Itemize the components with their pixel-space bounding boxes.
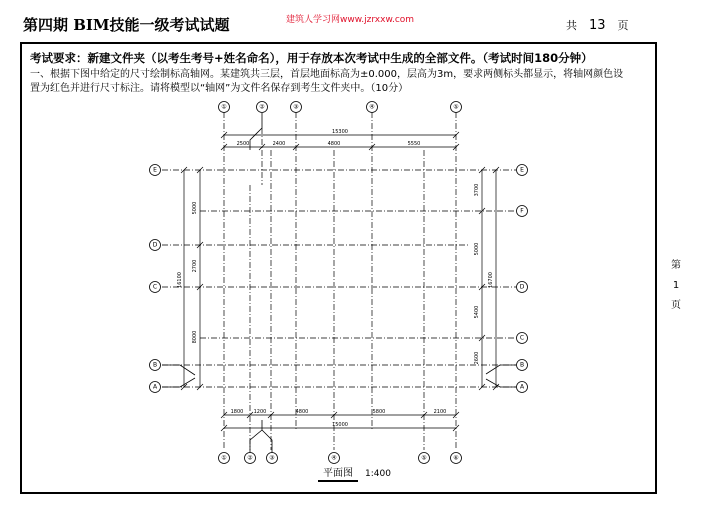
dim-text: 8000 [192, 330, 198, 344]
dim-text: 2400 [272, 141, 286, 147]
axis-label: A [152, 383, 158, 391]
axis-label: D [152, 241, 158, 249]
dim-text: 5800 [372, 409, 386, 415]
page-count-total: 13 [589, 18, 606, 33]
top-dimension-text [237, 129, 421, 147]
dim-text: 2700 [192, 259, 198, 273]
dim-text: 5550 [407, 141, 421, 147]
axis-label: C [152, 283, 158, 291]
axis-label: ⑥ [453, 454, 459, 462]
axis-label: A [519, 383, 525, 391]
side-page-char: 第 [671, 260, 681, 271]
axis-bubbles [150, 102, 528, 464]
axis-label: D [519, 283, 525, 291]
axis-label: F [520, 207, 524, 215]
axis-label: ④ [331, 454, 337, 462]
dim-text: 2500 [236, 141, 250, 147]
plan-scale: 1:400 [365, 469, 391, 479]
exam-title: 第四期 BIM技能一级考试试题 [23, 16, 230, 34]
axis-label: ③ [269, 454, 275, 462]
leader-lines [162, 113, 516, 456]
leader-line [262, 420, 272, 456]
leader-line [162, 378, 195, 387]
leader-line [162, 365, 195, 375]
axis-label: ① [221, 103, 227, 111]
dim-text: 2600 [474, 351, 480, 365]
axis-label: ② [259, 103, 265, 111]
page-count-suffix: 页 [617, 19, 629, 32]
axis-label: B [519, 361, 525, 369]
axis-label: ② [247, 454, 253, 462]
axis-label: C [519, 334, 525, 342]
dim-total: 16100 [177, 272, 183, 288]
leader-line [250, 113, 262, 150]
axis-label: ④ [369, 103, 375, 111]
dim-total: 15000 [332, 422, 348, 428]
dim-text: 1800 [230, 409, 244, 415]
axis-lines [162, 112, 516, 450]
leader-line [250, 430, 262, 456]
left-dimensions [181, 167, 203, 390]
left-dimension-text [177, 202, 198, 344]
dim-text: 5000 [474, 242, 480, 256]
axis-label: E [520, 166, 524, 174]
dim-text: 5000 [192, 201, 198, 215]
axis-label: ③ [293, 103, 299, 111]
axis-label: E [153, 166, 157, 174]
dim-total: 15300 [332, 129, 348, 135]
task-description: 一、根据下图中给定的尺寸绘制标高轴网。某建筑共三层，首层地面标高为±0.000，层高为3m，要求两侧标头都显示，将轴网颜色设置为红色并进行尺寸标注。请将模型以“轴网”为文件名保存到考生文件夹中。（10分） [30, 69, 624, 94]
plan-title: 平面图 [323, 468, 353, 479]
exam-requirement: 考试要求：新建文件夹（以考生考号+姓名命名），用于存放本次考试中生成的全部文件。（考试时间180分钟） [30, 51, 593, 65]
leader-line [486, 379, 516, 387]
axis-label: B [152, 361, 158, 369]
dim-text: 2100 [433, 409, 447, 415]
leader-line [486, 365, 516, 374]
side-page-char: 页 [671, 300, 681, 311]
dim-text: 3700 [474, 183, 480, 197]
bottom-dimension-text [231, 409, 447, 428]
axis-label: ⑤ [421, 454, 427, 462]
side-page-char: 1 [672, 280, 680, 291]
dim-text: 1200 [253, 409, 267, 415]
dim-text: 4800 [295, 409, 309, 415]
axis-label: ⑤ [453, 103, 459, 111]
dim-total: 16700 [488, 272, 494, 288]
page-count-prefix: 共 [566, 19, 577, 32]
site-watermark: 建筑人学习网www.jzrxxw.com [286, 15, 415, 25]
axis-label: ① [221, 454, 227, 462]
axis-bubble-labels [153, 104, 525, 462]
dim-text: 4800 [327, 141, 341, 147]
dim-text: 5400 [474, 305, 480, 319]
